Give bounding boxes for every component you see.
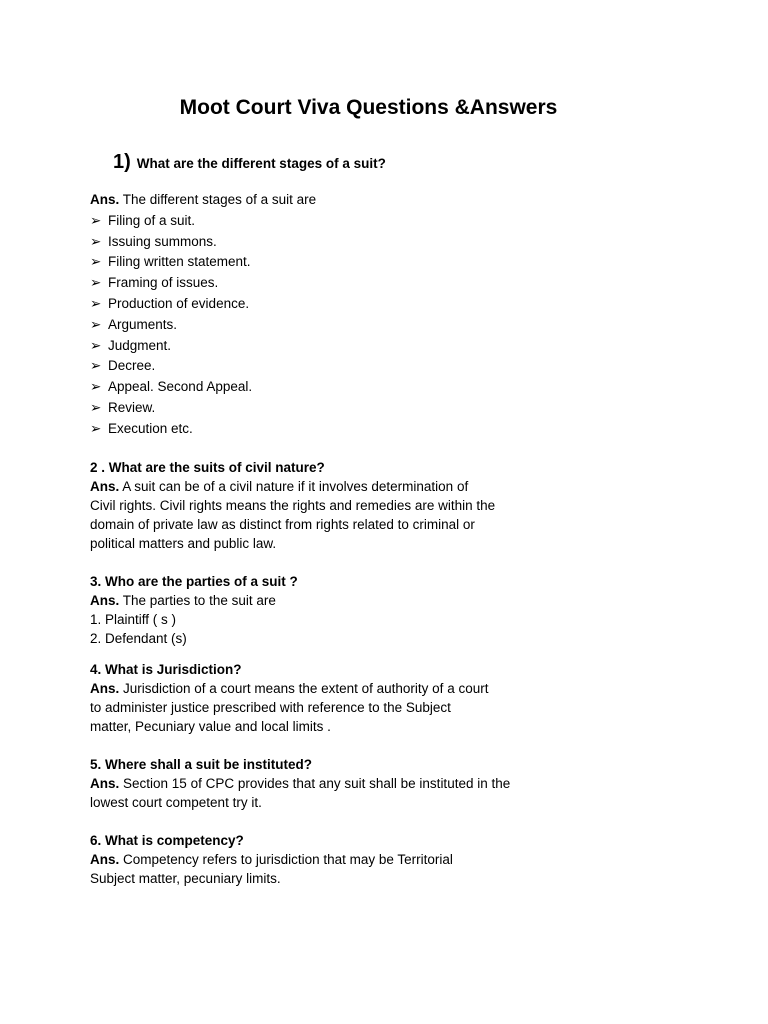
arrow-bullet-icon: ➢: [90, 337, 102, 353]
question-5: [90, 755, 560, 812]
answer-3-line: Ans. The parties to the suit are: [90, 593, 276, 608]
question-4-text: 4. What is Jurisdiction?: [90, 662, 242, 677]
answer-4-line: Ans. Jurisdiction of a court means the extent of authority of a court: [90, 681, 489, 696]
answer-3-line: 2. Defendant (s): [90, 631, 187, 646]
stage-item: ➢ Review.: [90, 398, 560, 419]
arrow-bullet-icon: ➢: [90, 316, 102, 332]
ans-label: Ans.: [90, 776, 120, 791]
answer-1: [90, 190, 560, 440]
question-1: [113, 149, 386, 175]
stage-item: ➢ Appeal. Second Appeal.: [90, 377, 560, 398]
arrow-bullet-icon: ➢: [90, 295, 102, 311]
question-6: [90, 831, 560, 888]
stage-item: ➢ Framing of issues.: [90, 273, 560, 294]
answer-2-line: domain of private law as distinct from rights related to criminal or: [90, 517, 475, 532]
stage-item: ➢ Issuing summons.: [90, 232, 560, 253]
answer-4-line: matter, Pecuniary value and local limits .: [90, 719, 331, 734]
answer-4-line: to administer justice prescribed with reference to the Subject: [90, 700, 451, 715]
question-5-text: 5. Where shall a suit be instituted?: [90, 757, 313, 772]
ans-label: Ans.: [90, 192, 120, 207]
stage-item: ➢ Production of evidence.: [90, 294, 560, 315]
arrow-bullet-icon: ➢: [90, 275, 102, 291]
arrow-bullet-icon: ➢: [90, 379, 102, 395]
page-title: Moot Court Viva Questions &Answers: [179, 96, 558, 119]
answer-3-line: 1. Plaintiff ( s ): [90, 612, 177, 627]
stage-item: ➢ Arguments.: [90, 315, 560, 336]
answer-5-line: Ans. Section 15 of CPC provides that any suit shall be instituted in the: [90, 776, 511, 791]
ans-label: Ans.: [90, 479, 120, 494]
stage-item: ➢ Filing written statement.: [90, 252, 560, 273]
ans-label: Ans.: [90, 681, 120, 696]
answer-5-line: lowest court competent try it.: [90, 795, 262, 810]
answer-6-line: Subject matter, pecuniary limits.: [90, 871, 281, 886]
question-2: [90, 458, 560, 553]
arrow-bullet-icon: ➢: [90, 254, 102, 270]
arrow-bullet-icon: ➢: [90, 212, 102, 228]
question-6-text: 6. What is competency?: [90, 833, 244, 848]
arrow-bullet-icon: ➢: [90, 399, 102, 415]
answer-2-line: political matters and public law.: [90, 536, 277, 551]
ans-label: Ans.: [90, 852, 120, 867]
arrow-bullet-icon: ➢: [90, 420, 102, 436]
question-1-text: What are the different stages of a suit?: [136, 156, 386, 171]
ans-label: Ans.: [90, 593, 120, 608]
question-4: [90, 660, 560, 736]
stage-item: ➢ Decree.: [90, 356, 560, 377]
stage-item: ➢ Execution etc.: [90, 419, 560, 440]
answer-2-line: Civil rights. Civil rights means the rights and remedies are within the: [90, 498, 496, 513]
question-3: [90, 572, 560, 648]
question-2-text: 2 . What are the suits of civil nature?: [90, 460, 325, 475]
arrow-bullet-icon: ➢: [90, 233, 102, 249]
stage-item: ➢ Judgment.: [90, 336, 560, 357]
answer-6-line: Ans. Competency refers to jurisdiction that may be Territorial: [90, 852, 453, 867]
arrow-bullet-icon: ➢: [90, 358, 102, 374]
answer-2-line: Ans. A suit can be of a civil nature if it involves determination of: [90, 479, 469, 494]
question-3-text: 3. Who are the parties of a suit ?: [90, 574, 298, 589]
stage-item: ➢ Filing of a suit.: [90, 211, 560, 232]
answer-1-intro: Ans. The different stages of a suit are: [90, 192, 317, 207]
question-1-number: 1): [113, 151, 131, 173]
